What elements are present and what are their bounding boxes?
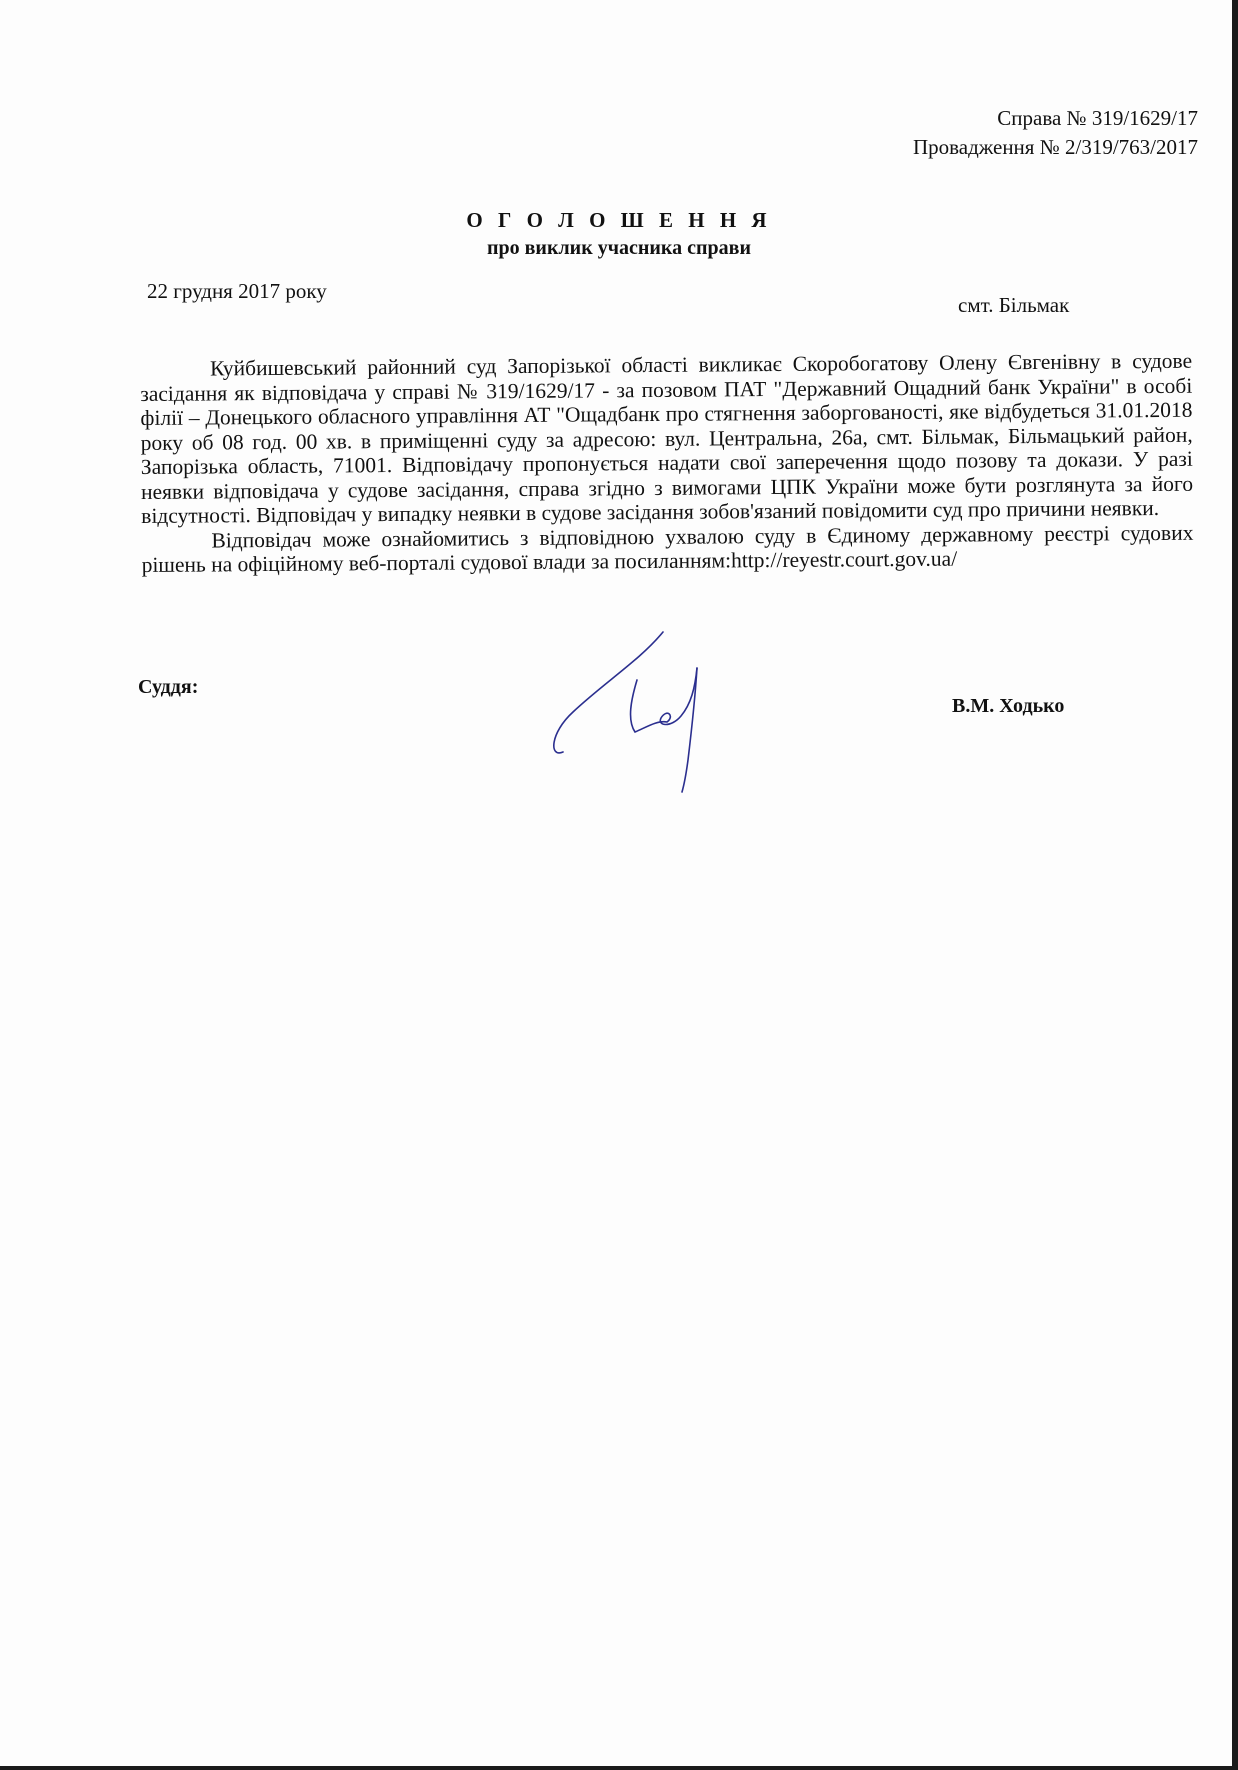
judge-label: Суддя: bbox=[138, 676, 199, 698]
case-reference bbox=[913, 104, 1198, 162]
handwritten-signature bbox=[545, 620, 775, 800]
proceeding-number: Провадження № 2/319/763/2017 bbox=[912, 135, 1198, 159]
document-body bbox=[140, 349, 1194, 578]
document-place: смт. Більмак bbox=[958, 293, 1070, 317]
scan-edge-bottom bbox=[0, 1766, 1238, 1770]
title-subtitle: про виклик учасника справи bbox=[486, 237, 752, 259]
title-main: О Г О Л О Ш Е Н Н Я bbox=[466, 208, 772, 232]
body-paragraph-registry: Відповідач може ознайомитись з відповідною ухвалою суду в Єдиному державному реєстрі судових рішень на офіційному веб-порталі судової влади за посиланням:http://reyestr.court.gov.ua/ bbox=[141, 520, 1194, 577]
case-number: Справа № 319/1629/17 bbox=[997, 106, 1198, 130]
body-paragraph-summons: Куйбишевський районний суд Запорізької області викликає Скоробогатову Олену Євгенівну в судове засідання як відповідача у справі № 319/1629/17 - за позовом ПАТ "Державний Ощадний банк України" в особі філії – Донецького обласного управління АТ "Ощадбанк про стягнення заборгованості, яке відбудеться 31.01.2018 року об 08 год. 00 хв. в приміщенні суду за адресою: вул. Центральна, 26а, смт. Більмак, Більмацький район, Запорізька область, 71001. Відповідачу пропонується надати свої заперечення щодо позову та докази. У разі неявки відповідача у судове засідання, справа згідно з вимогами ЦПК України може бути розглянута за його відсутності. Відповідач у випадку неявки в судове засідання зобов'язаний повідомити суд про причини неявки. bbox=[140, 348, 1194, 528]
judge-name: В.М. Ходько bbox=[952, 695, 1065, 717]
document-title bbox=[0, 206, 1238, 262]
scan-edge-right bbox=[1232, 0, 1238, 1770]
document-date: 22 грудня 2017 року bbox=[147, 279, 327, 303]
